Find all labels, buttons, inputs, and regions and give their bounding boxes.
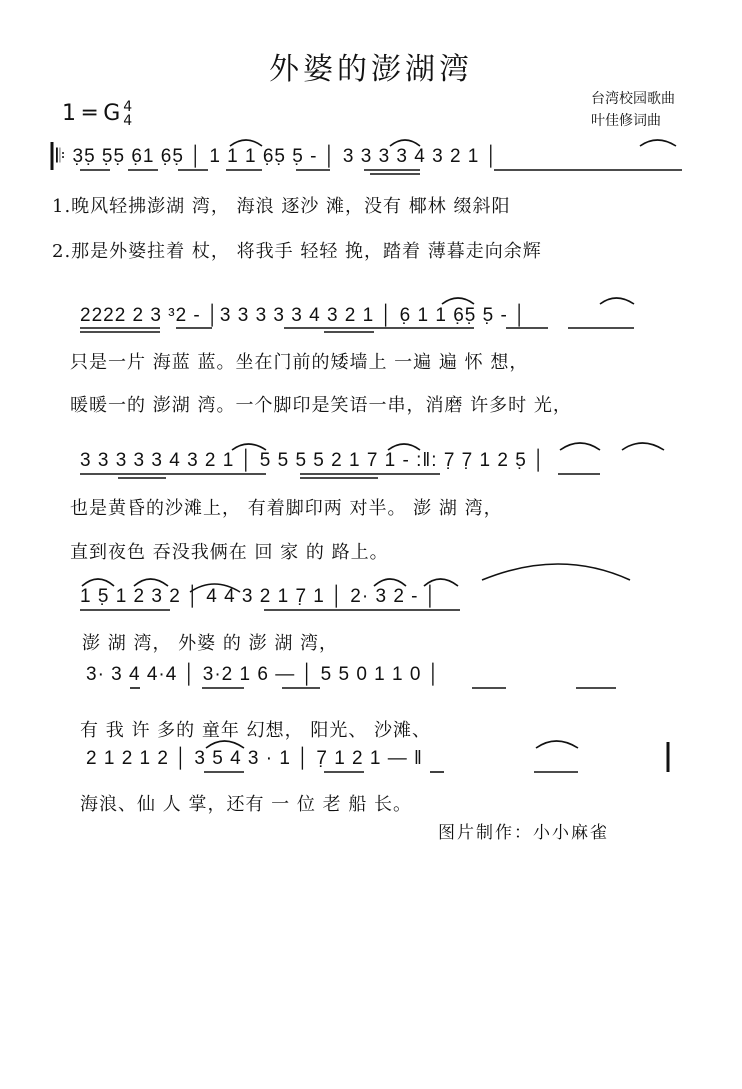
lyric-row-1-verse-2: 2.那是外婆拄着 杖， 将我手 轻轻 挽，踏着 薄暮走向余辉 <box>52 241 542 262</box>
lyric-row-6: 海浪、仙 人 掌，还有 一 位 老 船 长。 <box>80 794 413 815</box>
notation-row-4: 1 5̣ 1 2 3 2 │ 4 4 3 2 1 7̣ 1 │ 2· 3 2 - │ <box>80 586 438 607</box>
slur-arc <box>536 741 578 748</box>
slur-arc <box>206 741 244 748</box>
slur-arc <box>388 444 420 450</box>
author-credit: 叶佳修词曲 <box>591 113 661 129</box>
lyric-row-5: 有 我 许 多的 童年 幻想， 阳光、 沙滩、 <box>80 720 432 741</box>
lyric-row-1-verse-1: 1.晚风轻拂澎湖 湾， 海浪 逐沙 滩，没有 椰林 缀斜阳 <box>52 196 511 217</box>
time-top: 4 <box>123 99 133 115</box>
lyric-row-2-verse-2: 暖暖一的 澎湖 湾。一个脚印是笑语一串，消磨 许多时 光， <box>70 395 572 416</box>
notation-row-6: 2 1 2 1 2 │ 3 5 4 3 · 1 │ 7̣ 1 2 1 — ‖ <box>86 748 423 769</box>
slur-arc <box>390 140 420 146</box>
slur-arc <box>374 579 406 586</box>
notation-row-1: 𝄆 3̣5̣ 5̣5̣ 6̣1 6̣5̣ │ 1 1 1 6̣5̣ 5̣ - │ 3 3 3 3 4 3 2 1 │ <box>56 146 499 167</box>
slur-arc <box>82 579 114 586</box>
notation-row-5: 3· 3 4 4·4 │ 3·2 1 6 — │ 5 5 0 1 1 0 │ <box>86 664 441 685</box>
slur-arc <box>600 298 634 304</box>
notation-row-3: 3 3 3 3 3 4 3 2 1 │ 5 5 5 5 2 1 7 1 - :‖: 7̣ 7̣ 1 2 5̣ │ <box>80 450 546 471</box>
slur-arc <box>424 579 458 586</box>
lyric-row-4: 澎 湖 湾， 外婆 的 澎 湖 湾， <box>82 633 339 654</box>
slur-arc <box>232 444 266 450</box>
footer-credit: 图片制作：小小麻雀 <box>438 823 609 843</box>
key-label: 1 ═ G <box>62 101 121 126</box>
lyric-row-3-verse-2: 直到夜色 吞没我俩在 回 家 的 路上。 <box>70 542 389 563</box>
slur-arc <box>560 443 600 450</box>
lyric-row-2-verse-1: 只是一片 海蓝 蓝。坐在门前的矮墙上 一遍 遍 怀 想， <box>70 352 529 373</box>
song-title: 外婆的澎湖湾 <box>269 52 473 87</box>
notation-row-2: 2222 2 3 ³2 - │3 3 3 3 3 4 3 2 1 │ 6̣ 1 1 6̣5̣ 5̣ - │ <box>80 305 527 326</box>
slur-arc <box>134 579 168 586</box>
lyric-row-3-verse-1: 也是黄昏的沙滩上， 有着脚印两 对半。 澎 湖 湾， <box>70 498 503 519</box>
slur-arc <box>482 564 630 580</box>
slur-arc <box>190 584 240 592</box>
slur-arc <box>442 298 474 304</box>
time-bottom: 4 <box>123 113 133 129</box>
genre-credit: 台湾校园歌曲 <box>591 91 675 107</box>
slur-arc <box>230 140 262 146</box>
slur-arc <box>640 140 676 146</box>
slur-arc <box>622 443 664 450</box>
